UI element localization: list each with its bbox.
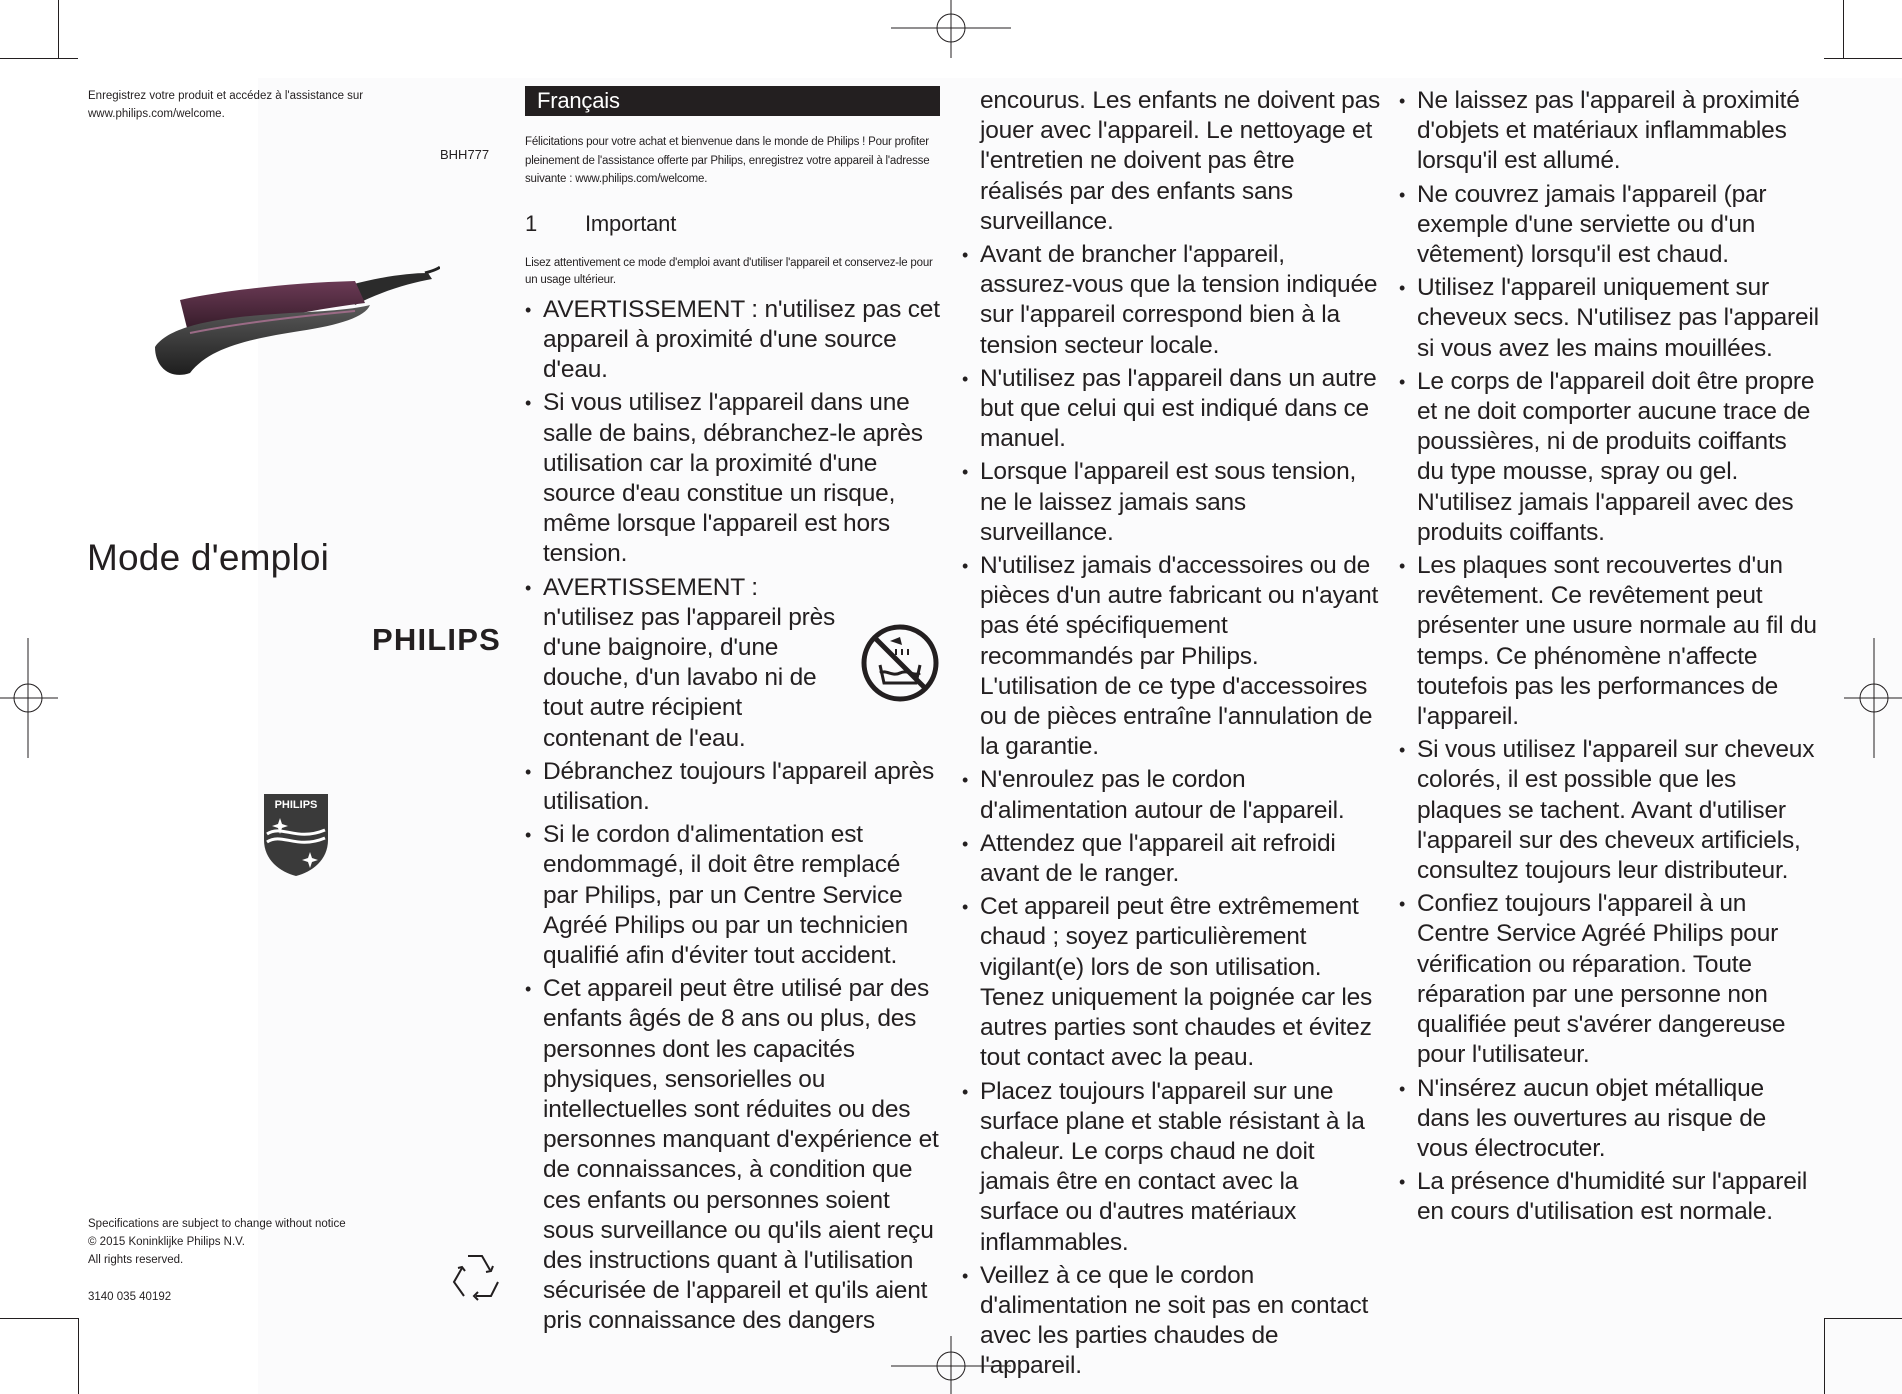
registration-mark-left	[0, 638, 60, 758]
register-note-text: Enregistrez votre produit et accédez à l'assistance sur	[88, 90, 364, 102]
crop-mark	[1843, 0, 1844, 58]
manual-column-1	[525, 86, 940, 1340]
list-item: • N'enroulez pas le cordon d'alimentation autour de l'appareil.	[962, 765, 1382, 825]
list-item: • Débranchez toujours l'appareil après utilisation.	[525, 757, 940, 817]
safety-list	[962, 240, 1382, 1382]
manual-column-3	[1399, 86, 1819, 1231]
copyright-line: © 2015 Koninklijke Philips N.V.	[88, 1236, 245, 1248]
registration-mark-top	[891, 0, 1011, 60]
safety-list	[1399, 86, 1819, 1228]
list-item	[525, 573, 940, 754]
list-item: • N'insérez aucun objet métallique dans les ouvertures au risque de vous électrocuter.	[1399, 1074, 1819, 1165]
list-item: • Cet appareil peut être extrêmement chaud ; soyez particulièrement vigilant(e) lors de son utilisation. Tenez uniquement la poignée car les autres parties sont chaudes et évitez tout contact avec la peau.	[962, 892, 1382, 1073]
list-item: • Cet appareil peut être utilisé par des enfants âgés de 8 ans ou plus, des personnes dont les capacités physiques, sensorielles ou intellectuelles sont réduites ou des personnes manquant d'expérience et de connaissances, à condition que ces enfants ou personnes soient sous surveillance ou qu'ils aient reçu des instructions quant à l'utilisation sécurisée de l'appareil et qu'ils aient pris connaissance des dangers	[525, 974, 940, 1336]
list-item-text: • AVERTISSEMENT : n'utilisez pas l'appareil près d'une baignoire, d'une douche, d'un lavabo ni de tout autre récipient contenant de l'eau.	[543, 573, 836, 752]
crop-mark	[78, 1318, 79, 1394]
philips-shield-logo	[262, 792, 330, 876]
list-item: • Le corps de l'appareil doit être propre et ne doit comporter aucune trace de poussières, ni de produits coiffants du type mousse, spray ou gel. N'utilisez jamais l'appareil avec des produits coiffants.	[1399, 367, 1819, 548]
intro-paragraph: Félicitations pour votre achat et bienvenue dans le monde de Philips ! Pour profiter pleinement de l'assistance offerte par Philips, enregistrez votre appareil à l'adresse suivante : www.philips.com/welcome.	[525, 136, 930, 185]
crop-mark	[0, 1318, 78, 1319]
list-item: • Utilisez l'appareil uniquement sur cheveux secs. N'utilisez pas l'appareil si vous avez les mains mouillées.	[1399, 273, 1819, 364]
shield-label: PHILIPS	[274, 799, 318, 811]
section-lead: Lisez attentivement ce mode d'emploi avant d'utiliser l'appareil et conservez-le pour un usage ultérieur.	[525, 256, 933, 286]
register-url: www.philips.com/welcome.	[88, 108, 225, 120]
hair-styler-illustration	[150, 255, 440, 385]
crop-mark	[1824, 1318, 1902, 1319]
list-item: • Veillez à ce que le cordon d'alimentation ne soit pas en contact avec les parties chaudes de l'appareil.	[962, 1261, 1382, 1382]
registration-mark-right	[1842, 638, 1902, 758]
list-item: • Ne couvrez jamais l'appareil (par exemple d'une serviette ou d'un vêtement) lorsqu'il est chaud.	[1399, 180, 1819, 271]
list-item: • Si le cordon d'alimentation est endommagé, il doit être remplacé par Philips, par un Centre Service Agréé Philips ou par un technicien qualifié afin d'éviter tout accident.	[525, 820, 940, 971]
recycle-icon	[446, 1248, 504, 1306]
list-item: • Si vous utilisez l'appareil dans une salle de bains, débranchez-le après utilisation car la proximité d'une source d'eau constitue un risque, même lorsque l'appareil est hors tension.	[525, 388, 940, 569]
document-title: Mode d'emploi	[87, 537, 330, 578]
list-item: • Lorsque l'appareil est sous tension, ne le laissez jamais sans surveillance.	[962, 457, 1382, 548]
continued-text: encourus. Les enfants ne doivent pas jouer avec l'appareil. Le nettoyage et l'entretien ne doivent pas être réalisés par des enfants sans surveillance.	[980, 87, 1381, 235]
list-item: • Confiez toujours l'appareil à un Centre Service Agréé Philips pour vérification ou réparation. Toute réparation par une personne non qualifiée peut s'avérer dangereuse pour l'utilisateur.	[1399, 889, 1819, 1070]
list-item: • N'utilisez pas l'appareil dans un autre but que celui qui est indiqué dans ce manuel.	[962, 364, 1382, 455]
section-heading	[525, 209, 940, 239]
register-note	[88, 87, 468, 123]
section-title: Important	[585, 210, 677, 236]
specs-line: Specifications are subject to change without notice	[88, 1218, 346, 1230]
philips-wordmark: PHILIPS	[372, 622, 501, 657]
manual-column-2	[962, 86, 1382, 1385]
model-code: BHH777	[440, 147, 490, 162]
rights-line: All rights reserved.	[88, 1254, 184, 1266]
document-number: 3140 035 40192	[88, 1291, 172, 1303]
section-number: 1	[525, 210, 538, 236]
list-item: • Avant de brancher l'appareil, assurez-vous que la tension indiquée sur l'appareil correspond bien à la tension secteur locale.	[962, 240, 1382, 361]
crop-mark	[58, 0, 59, 58]
list-item: • Placez toujours l'appareil sur une surface plane et stable résistant à la chaleur. Le corps chaud ne doit jamais être en contact avec la surface ou d'autres matériaux inflammables.	[962, 1077, 1382, 1258]
language-header: Français	[525, 86, 940, 116]
crop-mark	[1824, 58, 1902, 59]
specifications-notice	[88, 1215, 448, 1269]
list-item: • Si vous utilisez l'appareil sur cheveux colorés, il est possible que les plaques se tachent. Avant d'utiliser l'appareil sur des cheveux artificiels, consultez toujours leur distributeur.	[1399, 735, 1819, 886]
list-item: • Attendez que l'appareil ait refroidi avant de le ranger.	[962, 829, 1382, 889]
list-item: • N'utilisez jamais d'accessoires ou de pièces d'un autre fabricant ou n'ayant pas été spécifiquement recommandés par Philips. L'utilisation de ce type d'accessoires ou de pièces entraîne l'annulation de la garantie.	[962, 551, 1382, 762]
crop-mark	[0, 58, 78, 59]
list-item: • Les plaques sont recouvertes d'un revêtement. Ce revêtement peut présenter une usure normale au fil du temps. Ce phénomène n'affecte toutefois pas les performances de l'appareil.	[1399, 551, 1819, 732]
list-item: • AVERTISSEMENT : n'utilisez pas cet appareil à proximité d'une source d'eau.	[525, 295, 940, 386]
list-item: • La présence d'humidité sur l'appareil en cours d'utilisation est normale.	[1399, 1167, 1819, 1227]
no-water-warning-icon	[860, 623, 940, 703]
list-item: • Ne laissez pas l'appareil à proximité d'objets et matériaux inflammables lorsqu'il est allumé.	[1399, 86, 1819, 177]
safety-list	[525, 295, 940, 1337]
crop-mark	[1824, 1318, 1825, 1394]
